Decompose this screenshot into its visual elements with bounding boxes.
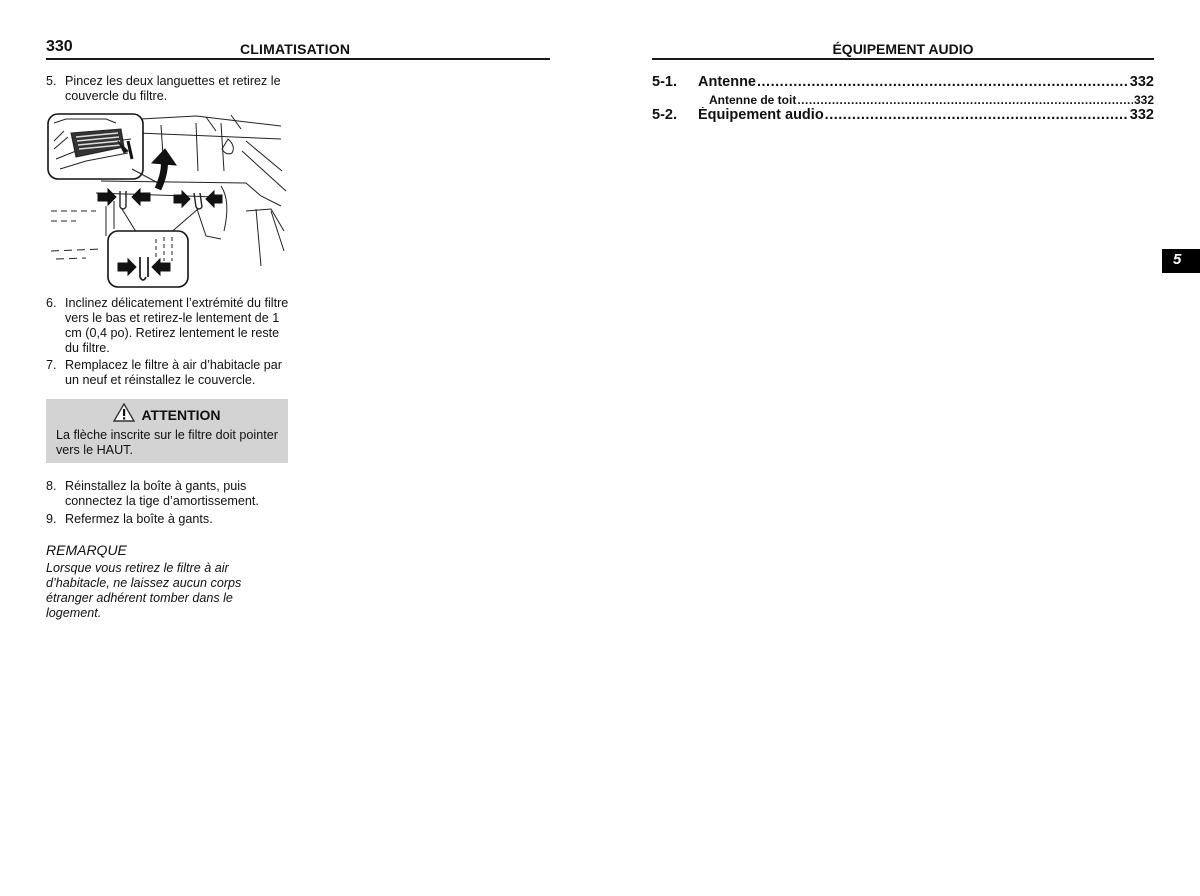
step-number: 7. [46, 358, 57, 372]
step-number: 9. [46, 512, 57, 526]
toc-page: 332 [1129, 74, 1154, 90]
chapter-tab-label: 5 [1173, 251, 1182, 268]
section-title-climatisation: CLIMATISATION [240, 41, 351, 57]
attention-box [46, 399, 288, 463]
toc-leader-dots [797, 93, 1133, 107]
step-7 [46, 358, 290, 388]
step-6 [46, 296, 290, 356]
header-rule-right [652, 58, 1154, 60]
toc-entry-equipement-audio[interactable] [652, 107, 1154, 123]
header-rule-left [46, 58, 550, 60]
toc-leader-dots [757, 74, 1129, 90]
toc-entry-antenne[interactable] [652, 74, 1154, 90]
attention-heading [46, 403, 288, 425]
toc-page: 332 [1129, 107, 1154, 123]
step-8 [46, 479, 290, 509]
step-number: 8. [46, 479, 57, 493]
step-text: Réinstallez la boîte à gants, puis connectez la tige d’amortissement. [65, 479, 259, 508]
toc-page: 332 [1133, 93, 1154, 107]
toc-number: 5-2. [652, 107, 677, 123]
toc-label: Antenne [698, 74, 756, 90]
toc-label: Antenne de toit [709, 93, 797, 107]
warning-triangle-icon [113, 403, 135, 425]
toc-entry-antenne-de-toit[interactable] [652, 93, 1154, 107]
remark-title: REMARQUE [46, 542, 127, 558]
toc-leader-dots [825, 107, 1129, 123]
page-number: 330 [46, 38, 73, 55]
step-5 [46, 74, 290, 104]
attention-text: La flèche inscrite sur le filtre doit pointer vers le HAUT. [56, 428, 278, 457]
section-title-audio: ÉQUIPEMENT AUDIO [832, 41, 974, 57]
step-text: Refermez la boîte à gants. [65, 512, 213, 526]
step-number: 6. [46, 296, 57, 310]
step-9 [46, 512, 290, 527]
chapter-tab[interactable] [1162, 249, 1200, 273]
toc-label: Équipement audio [698, 107, 824, 123]
step-number: 5. [46, 74, 57, 88]
filter-cover-removal-illustration [46, 111, 288, 289]
step-text: Remplacez le filtre à air d’habitacle par un neuf et réinstallez le couvercle. [65, 358, 282, 387]
step-text: Inclinez délicatement l’extrémité du filtre vers le bas et retirez-le lentement de 1 cm (0,4 po). Retirez lentement le reste du filtre. [65, 296, 289, 355]
attention-title: ATTENTION [141, 407, 221, 423]
remark-text: Lorsque vous retirez le filtre à air d’habitacle, ne laissez aucun corps étranger adhérent tomber dans le logement. [46, 561, 242, 620]
toc-number: 5-1. [652, 74, 677, 90]
step-text: Pincez les deux languettes et retirez le couvercle du filtre. [65, 74, 281, 103]
